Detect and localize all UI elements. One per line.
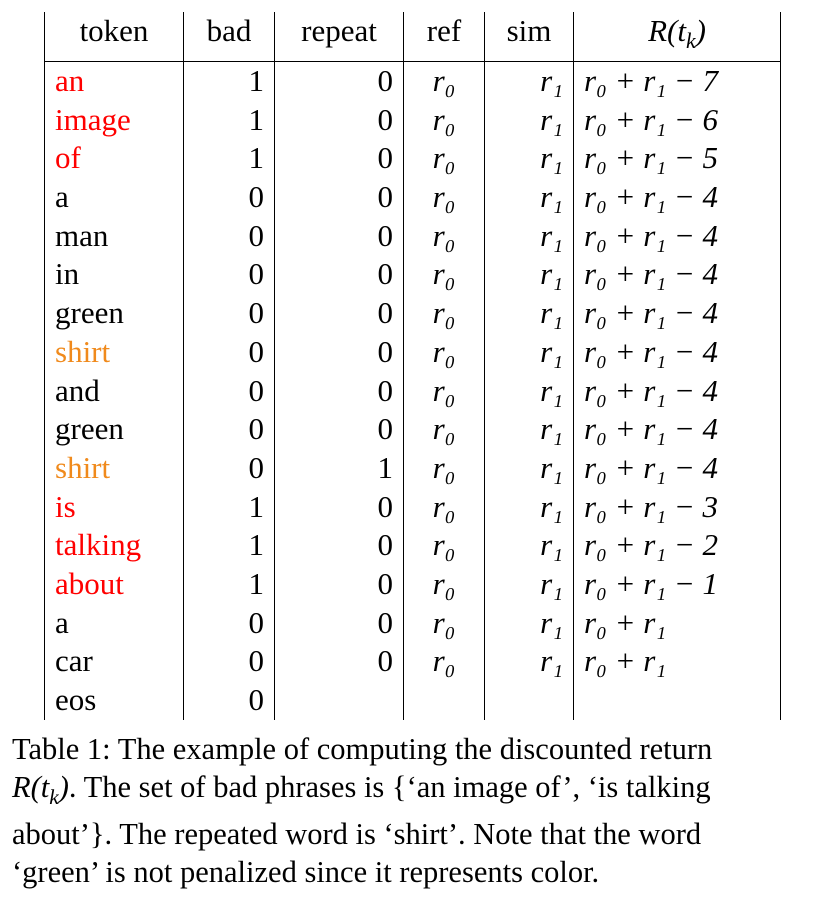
token-cell: green [45,294,184,333]
caption-line: about’}. The repeated word is ‘shirt’. Note that the word [12,817,702,852]
table-row [45,178,781,217]
ref-cell: r₀ [404,449,485,488]
repeat-cell: 0 [275,61,404,100]
token-cell: man [45,217,184,256]
bad-cell: 1 [184,526,275,565]
sim-cell: r₁ [485,294,574,333]
token-cell: car [45,642,184,681]
table-row [45,410,781,449]
token-cell: of [45,139,184,178]
table-row [45,101,781,140]
table-row [45,255,781,294]
token-cell: in [45,255,184,294]
return-cell: r₀ + r₁ − 4 [574,255,781,294]
repeat-cell: 0 [275,526,404,565]
token-cell: an [45,61,184,100]
return-cell: r₀ + r₁ − 4 [574,178,781,217]
ref-cell: r₀ [404,255,485,294]
ref-cell: r₀ [404,488,485,527]
table-row [45,565,781,604]
ref-cell: r₀ [404,565,485,604]
bad-cell: 0 [184,217,275,256]
table-row [45,488,781,527]
sim-cell: r₁ [485,565,574,604]
header-bad: bad [184,12,275,61]
table-row [45,217,781,256]
header-return-math: $R(t_k)$ [648,13,706,54]
header-token: token [45,12,184,61]
repeat-cell: 0 [275,604,404,643]
ref-cell: r₀ [404,139,485,178]
repeat-cell: 0 [275,372,404,411]
header-repeat: repeat [275,12,404,61]
return-cell: r₀ + r₁ − 4 [574,294,781,333]
repeat-cell: 1 [275,449,404,488]
bad-cell: 0 [184,449,275,488]
sim-cell: r₁ [485,178,574,217]
discounted-return-table [44,12,781,720]
header-sim: sim [485,12,574,61]
return-cell: r₀ + r₁ − 4 [574,410,781,449]
return-cell: r₀ + r₁ − 7 [574,61,781,100]
table-row [45,61,781,100]
sim-cell: r₁ [485,488,574,527]
return-cell: r₀ + r₁ − 6 [574,101,781,140]
bad-cell: 1 [184,139,275,178]
sim-cell: r₁ [485,333,574,372]
bad-cell: 0 [184,681,275,720]
sim-cell: r₁ [485,604,574,643]
repeat-cell: 0 [275,217,404,256]
table-row [45,333,781,372]
ref-cell: r₀ [404,604,485,643]
header-return [574,12,781,61]
token-cell: and [45,372,184,411]
bad-cell: 0 [184,333,275,372]
ref-cell: r₀ [404,410,485,449]
repeat-cell: 0 [275,565,404,604]
return-cell: r₀ + r₁ [574,642,781,681]
return-cell: r₀ + r₁ − 1 [574,565,781,604]
caption-line: $R(t_k)$. The set of bad phrases is {‘an image of’, ‘is talking [12,769,711,809]
bad-cell: 1 [184,565,275,604]
ref-cell: r₀ [404,178,485,217]
return-cell: r₀ + r₁ − 4 [574,333,781,372]
bad-cell: 0 [184,294,275,333]
bad-cell: 1 [184,488,275,527]
table-row [45,294,781,333]
ref-cell: r₀ [404,642,485,681]
table-row [45,604,781,643]
table-container [44,12,781,720]
bad-cell: 0 [184,178,275,217]
sim-cell: r₁ [485,61,574,100]
repeat-cell: 0 [275,642,404,681]
bad-cell: 0 [184,410,275,449]
table-row [45,526,781,565]
sim-cell: r₁ [485,526,574,565]
ref-cell [404,681,485,720]
bad-cell: 1 [184,61,275,100]
header-row [45,12,781,61]
bad-cell: 0 [184,642,275,681]
repeat-cell: 0 [275,294,404,333]
token-cell: talking [45,526,184,565]
caption-line: Table 1: The example of computing the discounted return [12,732,713,766]
ref-cell: r₀ [404,101,485,140]
bad-cell: 0 [184,604,275,643]
sim-cell: r₁ [485,217,574,256]
sim-cell: r₁ [485,255,574,294]
repeat-cell: 0 [275,255,404,294]
ref-cell: r₀ [404,217,485,256]
token-cell: image [45,101,184,140]
table-row [45,449,781,488]
return-cell: r₀ + r₁ − 3 [574,488,781,527]
ref-cell: r₀ [404,294,485,333]
repeat-cell: 0 [275,333,404,372]
token-cell: shirt [45,449,184,488]
table-header [45,12,781,61]
return-cell: r₀ + r₁ − 4 [574,372,781,411]
token-cell: shirt [45,333,184,372]
table-body [45,61,781,719]
token-cell: a [45,178,184,217]
sim-cell [485,681,574,720]
ref-cell: r₀ [404,61,485,100]
repeat-cell: 0 [275,101,404,140]
sim-cell: r₁ [485,410,574,449]
caption-line: ‘green’ is not penalized since it represents color. [12,854,600,889]
repeat-cell: 0 [275,178,404,217]
return-cell: r₀ + r₁ − 2 [574,526,781,565]
bad-cell: 0 [184,255,275,294]
token-cell: a [45,604,184,643]
ref-cell: r₀ [404,372,485,411]
token-cell: is [45,488,184,527]
table-row [45,642,781,681]
table-row [45,681,781,720]
return-cell [574,681,781,720]
sim-cell: r₁ [485,101,574,140]
repeat-cell [275,681,404,720]
table-caption [12,731,828,891]
sim-cell: r₁ [485,642,574,681]
token-cell: eos [45,681,184,720]
token-cell: green [45,410,184,449]
bad-cell: 1 [184,101,275,140]
ref-cell: r₀ [404,526,485,565]
repeat-cell: 0 [275,410,404,449]
sim-cell: r₁ [485,139,574,178]
return-cell: r₀ + r₁ − 4 [574,449,781,488]
return-cell: r₀ + r₁ − 5 [574,139,781,178]
return-cell: r₀ + r₁ − 4 [574,217,781,256]
header-ref: ref [404,12,485,61]
token-cell: about [45,565,184,604]
repeat-cell: 0 [275,488,404,527]
bad-cell: 0 [184,372,275,411]
table-row [45,372,781,411]
ref-cell: r₀ [404,333,485,372]
repeat-cell: 0 [275,139,404,178]
sim-cell: r₁ [485,449,574,488]
return-cell: r₀ + r₁ [574,604,781,643]
table-row [45,139,781,178]
sim-cell: r₁ [485,372,574,411]
